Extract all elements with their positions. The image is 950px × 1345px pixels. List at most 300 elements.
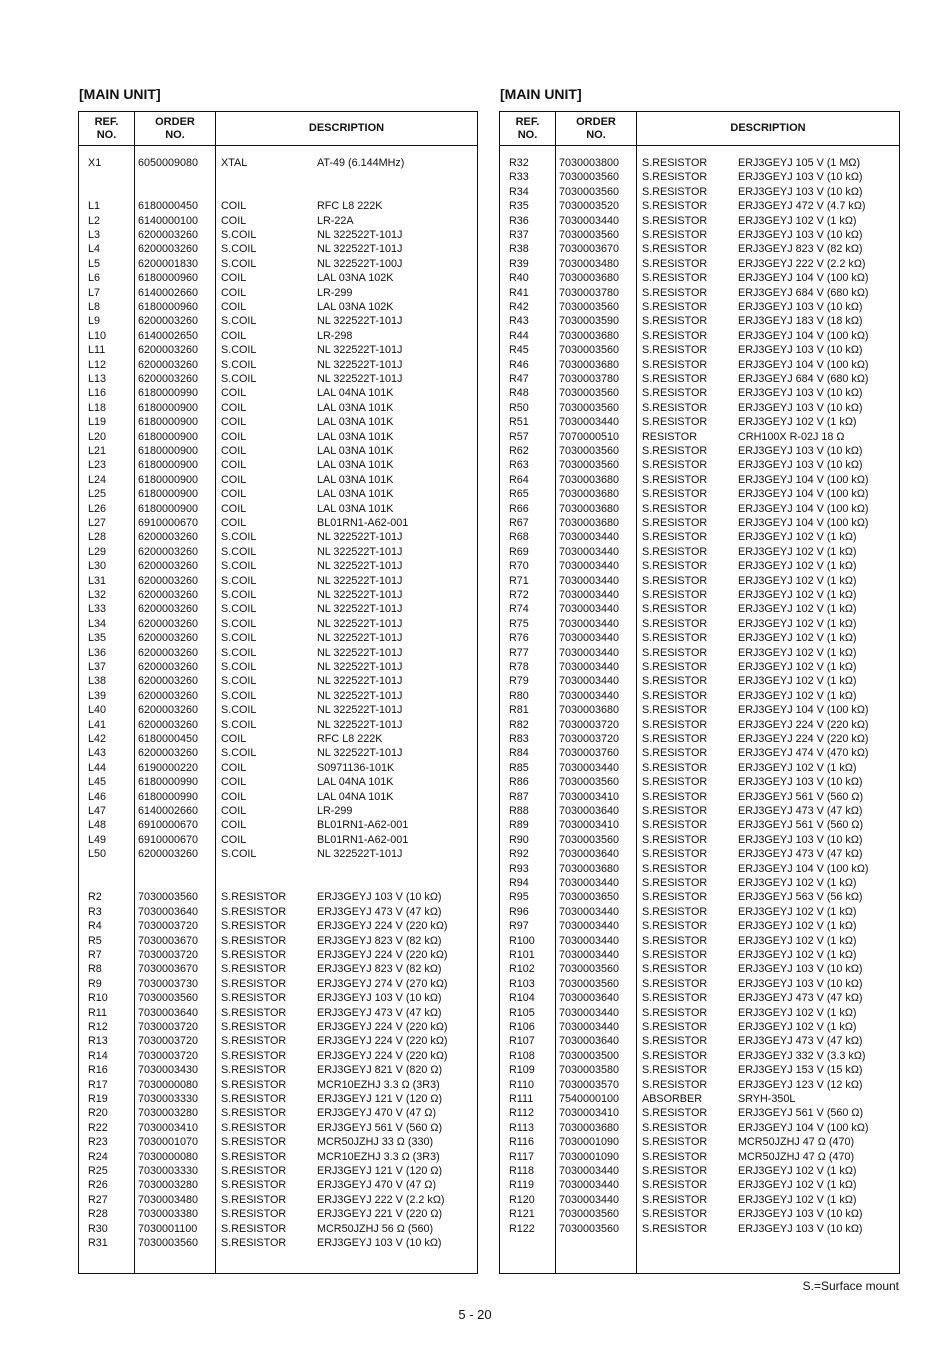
part-spec-cell: LAL 03NA 101K xyxy=(317,401,394,414)
part-type-cell: S.RESISTOR xyxy=(642,488,708,501)
ref-no-cell: R93 xyxy=(509,862,529,875)
table-row xyxy=(79,862,477,876)
part-type-cell: COIL xyxy=(221,286,247,299)
part-type-cell: S.RESISTOR xyxy=(642,617,708,630)
order-no-cell: 7030003330 xyxy=(138,1165,199,1177)
part-spec-cell: ERJ3GEYJ 103 V (10 kΩ) xyxy=(738,963,863,976)
table-row xyxy=(79,746,477,760)
part-spec-cell: NL 322522T-101J xyxy=(317,617,403,630)
ref-no-cell: R45 xyxy=(509,344,529,357)
ref-no-cell: X1 xyxy=(88,157,102,169)
table-row xyxy=(79,660,477,674)
part-type-cell: S.RESISTOR xyxy=(221,1165,287,1177)
ref-no-cell: L45 xyxy=(88,776,107,789)
part-type-cell: S.RESISTOR xyxy=(221,1107,287,1120)
order-no-cell: 6190000220 xyxy=(138,761,199,774)
ref-no-cell: R78 xyxy=(509,661,529,673)
part-type-cell: S.RESISTOR xyxy=(642,977,708,990)
part-type-cell: S.RESISTOR xyxy=(221,920,287,933)
ref-no-cell: L49 xyxy=(88,833,107,846)
order-no-cell: 7030003440 xyxy=(559,920,620,933)
part-type-cell: S.RESISTOR xyxy=(221,1078,287,1091)
part-type-cell: S.COIL xyxy=(221,632,257,645)
part-spec-cell: NL 322522T-101J xyxy=(317,545,403,558)
order-no-cell: 7030003440 xyxy=(559,1006,620,1019)
order-no-cell: 6200003260 xyxy=(138,689,199,702)
part-type-cell: S.RESISTOR xyxy=(642,704,708,717)
table-row xyxy=(500,170,899,184)
part-spec-cell: ERJ3GEYJ 823 V (82 kΩ) xyxy=(317,963,442,976)
part-spec-cell: ERJ3GEYJ 684 V (680 kΩ) xyxy=(738,373,869,385)
table-row xyxy=(500,516,899,530)
part-type-cell: S.COIL xyxy=(221,574,257,587)
table-row xyxy=(79,286,477,300)
table-row xyxy=(500,790,899,804)
order-no-cell: 6200003260 xyxy=(138,632,199,645)
ref-no-cell: L25 xyxy=(88,488,107,501)
ref-no-cell: R14 xyxy=(88,1049,108,1062)
ref-no-cell: L26 xyxy=(88,502,107,515)
part-type-cell: S.RESISTOR xyxy=(642,157,708,169)
part-spec-cell: S0971136-101K xyxy=(317,761,395,774)
page-number: 5 - 20 xyxy=(458,1307,492,1322)
part-type-cell: S.COIL xyxy=(221,257,257,270)
part-type-cell: COIL xyxy=(221,401,247,414)
part-spec-cell: ERJ3GEYJ 224 V (220 kΩ) xyxy=(317,1035,448,1048)
ref-no-cell: R25 xyxy=(88,1165,108,1177)
ref-no-cell: L50 xyxy=(88,848,107,861)
table-row xyxy=(500,372,899,386)
part-type-cell: S.COIL xyxy=(221,315,257,328)
table-row xyxy=(79,574,477,588)
part-type-cell: S.COIL xyxy=(221,704,257,717)
order-no-cell: 7030003720 xyxy=(138,1021,199,1033)
part-type-cell: S.RESISTOR xyxy=(642,459,708,472)
left-parts-table xyxy=(78,111,478,1274)
order-no-cell: 7030003780 xyxy=(559,286,620,299)
ref-no-cell: L31 xyxy=(88,574,107,587)
ref-no-cell: R107 xyxy=(509,1035,535,1048)
part-type-cell: S.RESISTOR xyxy=(221,1136,287,1149)
part-type-cell: S.RESISTOR xyxy=(642,761,708,774)
order-no-cell: 6200001830 xyxy=(138,257,199,270)
table-row xyxy=(500,718,899,732)
part-spec-cell: ERJ3GEYJ 274 V (270 kΩ) xyxy=(317,977,448,990)
ref-no-cell: R39 xyxy=(509,257,529,270)
ref-no-cell: R66 xyxy=(509,502,529,515)
part-type-cell: S.RESISTOR xyxy=(642,934,708,947)
order-no-cell: 6180000450 xyxy=(138,200,199,213)
order-no-cell: 7030003670 xyxy=(559,243,620,256)
order-no-cell: 7030003680 xyxy=(559,329,620,342)
part-type-cell: COIL xyxy=(221,200,247,213)
ref-no-cell: R35 xyxy=(509,200,529,213)
order-no-cell: 6200003260 xyxy=(138,661,199,673)
part-spec-cell: BL01RN1-A62-001 xyxy=(317,819,409,832)
part-type-cell: S.RESISTOR xyxy=(642,963,708,976)
ref-no-cell: R102 xyxy=(509,963,535,976)
table-row xyxy=(79,1034,477,1048)
part-type-cell: S.RESISTOR xyxy=(642,603,708,616)
table-row xyxy=(500,228,899,242)
right-table-header xyxy=(500,112,899,146)
table-row xyxy=(79,1020,477,1034)
table-row xyxy=(79,1150,477,1164)
table-row xyxy=(500,1135,899,1149)
part-type-cell: S.RESISTOR xyxy=(642,517,708,529)
table-row xyxy=(500,1049,899,1063)
table-row xyxy=(79,703,477,717)
part-type-cell: S.RESISTOR xyxy=(642,992,708,1005)
table-row xyxy=(79,343,477,357)
order-no-cell: 7030003440 xyxy=(559,689,620,702)
table-row xyxy=(79,602,477,616)
part-type-cell: S.COIL xyxy=(221,531,257,544)
part-type-cell: S.RESISTOR xyxy=(642,819,708,832)
order-no-cell: 7030003440 xyxy=(559,416,620,429)
order-no-cell: 7070000510 xyxy=(559,430,620,443)
order-no-cell: 7030003440 xyxy=(559,545,620,558)
part-spec-cell: ERJ3GEYJ 224 V (220 kΩ) xyxy=(317,949,448,961)
table-row xyxy=(79,1193,477,1207)
part-spec-cell: NL 322522T-101J xyxy=(317,589,403,601)
table-row xyxy=(500,761,899,775)
part-spec-cell: ERJ3GEYJ 104 V (100 kΩ) xyxy=(738,502,869,515)
part-spec-cell: ERJ3GEYJ 102 V (1 kΩ) xyxy=(738,920,857,933)
table-row xyxy=(500,329,899,343)
order-no-cell: 7030003440 xyxy=(559,214,620,227)
table-row xyxy=(79,1121,477,1135)
part-type-cell: S.RESISTOR xyxy=(642,589,708,601)
part-type-cell: XTAL xyxy=(221,157,248,169)
part-spec-cell: ERJ3GEYJ 103 V (10 kΩ) xyxy=(738,1222,863,1235)
order-no-cell: 6050009080 xyxy=(138,157,199,169)
part-type-cell: S.RESISTOR xyxy=(221,963,287,976)
part-type-cell: S.RESISTOR xyxy=(642,229,708,241)
table-row xyxy=(500,242,899,256)
table-row xyxy=(500,862,899,876)
order-no-cell: 6180000900 xyxy=(138,473,199,486)
ref-no-cell: R10 xyxy=(88,992,108,1005)
ref-no-cell: R33 xyxy=(509,171,529,184)
ref-no-cell: R17 xyxy=(88,1078,108,1091)
order-no-cell: 6200003260 xyxy=(138,229,199,241)
ref-no-cell: R16 xyxy=(88,1064,108,1077)
part-type-cell: S.RESISTOR xyxy=(642,1107,708,1120)
table-row xyxy=(500,1006,899,1020)
part-spec-cell: AT-49 (6.144MHz) xyxy=(317,157,405,169)
part-type-cell: S.RESISTOR xyxy=(642,1208,708,1221)
ref-no-cell: R38 xyxy=(509,243,529,256)
ref-no-cell: L19 xyxy=(88,416,107,429)
part-type-cell: S.RESISTOR xyxy=(642,675,708,688)
order-no-cell: 6180000990 xyxy=(138,790,199,803)
part-type-cell: S.RESISTOR xyxy=(642,1006,708,1019)
part-spec-cell: ERJ3GEYJ 103 V (10 kΩ) xyxy=(738,1208,863,1221)
table-row xyxy=(79,444,477,458)
part-type-cell: COIL xyxy=(221,272,247,285)
ref-no-cell: L11 xyxy=(88,344,106,357)
order-no-cell: 7030003410 xyxy=(559,790,620,803)
order-no-cell: 7030003440 xyxy=(559,617,620,630)
part-type-cell: COIL xyxy=(221,430,247,443)
order-no-cell: 7030003280 xyxy=(138,1107,199,1120)
part-type-cell: S.RESISTOR xyxy=(221,1179,287,1192)
ref-no-cell: R71 xyxy=(509,574,529,587)
ref-no-cell: R65 xyxy=(509,488,529,501)
table-row xyxy=(500,948,899,962)
part-type-cell: S.RESISTOR xyxy=(642,387,708,400)
part-spec-cell: ERJ3GEYJ 472 V (4.7 kΩ) xyxy=(738,200,866,213)
part-type-cell: S.RESISTOR xyxy=(642,502,708,515)
ref-no-cell: R31 xyxy=(88,1237,108,1249)
order-no-cell: 7030003560 xyxy=(559,459,620,472)
table-row xyxy=(500,430,899,444)
ref-no-cell: L40 xyxy=(88,704,107,717)
order-no-cell: 7030003560 xyxy=(559,963,620,976)
order-no-cell: 7030003640 xyxy=(559,848,620,861)
ref-no-cell: R3 xyxy=(88,905,102,918)
table-row xyxy=(79,962,477,976)
part-spec-cell: ERJ3GEYJ 103 V (10 kΩ) xyxy=(738,833,863,846)
order-no-cell: 7030003440 xyxy=(559,589,620,601)
part-spec-cell: ERJ3GEYJ 102 V (1 kΩ) xyxy=(738,905,857,918)
order-no-header: ORDER NO. xyxy=(155,115,195,141)
order-no-cell: 7030003720 xyxy=(138,949,199,961)
part-type-cell: S.RESISTOR xyxy=(642,718,708,731)
part-type-cell: S.COIL xyxy=(221,229,257,241)
table-row xyxy=(500,646,899,660)
table-row xyxy=(500,286,899,300)
ref-no-cell: R106 xyxy=(509,1021,535,1033)
ref-no-cell: L38 xyxy=(88,675,107,688)
order-no-cell: 7030000080 xyxy=(138,1078,199,1091)
table-row xyxy=(79,228,477,242)
order-no-cell: 7030003560 xyxy=(559,344,620,357)
part-spec-cell: ERJ3GEYJ 102 V (1 kΩ) xyxy=(738,675,857,688)
part-spec-cell: ERJ3GEYJ 183 V (18 kΩ) xyxy=(738,315,863,328)
table-row xyxy=(500,602,899,616)
ref-no-cell: R37 xyxy=(509,229,529,241)
part-spec-cell: ERJ3GEYJ 823 V (82 kΩ) xyxy=(738,243,863,256)
order-no-cell: 7030003440 xyxy=(559,934,620,947)
part-type-cell: S.RESISTOR xyxy=(642,661,708,673)
order-no-cell: 7030003410 xyxy=(559,819,620,832)
part-type-cell: COIL xyxy=(221,733,247,745)
order-no-cell: 7030003440 xyxy=(559,646,620,659)
part-spec-cell: CRH100X R-02J 18 Ω xyxy=(738,430,845,443)
part-spec-cell: ERJ3GEYJ 332 V (3.3 kΩ) xyxy=(738,1049,866,1062)
part-type-cell: COIL xyxy=(221,488,247,501)
part-spec-cell: ERJ3GEYJ 102 V (1 kΩ) xyxy=(738,1179,857,1192)
table-row xyxy=(500,847,899,861)
order-no-cell: 7030003720 xyxy=(559,718,620,731)
part-spec-cell: LAL 03NA 102K xyxy=(317,272,394,285)
part-type-cell: S.COIL xyxy=(221,373,257,385)
part-spec-cell: LR-299 xyxy=(317,286,353,299)
part-spec-cell: ERJ3GEYJ 222 V (2.2 kΩ) xyxy=(317,1193,445,1206)
part-spec-cell: ERJ3GEYJ 473 V (47 kΩ) xyxy=(738,1035,863,1048)
table-row xyxy=(79,487,477,501)
ref-no-cell: L44 xyxy=(88,761,107,774)
ref-no-cell: R28 xyxy=(88,1208,108,1221)
order-no-cell: 7030003560 xyxy=(559,445,620,457)
part-spec-cell: NL 322522T-101J xyxy=(317,358,403,371)
part-type-cell: COIL xyxy=(221,459,247,472)
part-type-cell: COIL xyxy=(221,502,247,515)
part-type-cell: S.COIL xyxy=(221,617,257,630)
order-no-cell: 7030003560 xyxy=(559,301,620,313)
part-spec-cell: ERJ3GEYJ 102 V (1 kΩ) xyxy=(738,1193,857,1206)
table-row xyxy=(500,1092,899,1106)
table-row xyxy=(500,1063,899,1077)
part-spec-cell: ERJ3GEYJ 104 V (100 kΩ) xyxy=(738,272,869,285)
table-row xyxy=(79,948,477,962)
order-no-cell: 7030003410 xyxy=(138,1121,199,1134)
order-no-cell: 7030003640 xyxy=(559,1035,620,1048)
part-type-cell: S.RESISTOR xyxy=(642,776,708,789)
ref-no-cell: R22 xyxy=(88,1121,108,1134)
table-row xyxy=(500,905,899,919)
ref-no-cell: R77 xyxy=(509,646,529,659)
table-row xyxy=(500,343,899,357)
ref-no-cell: R83 xyxy=(509,733,529,745)
order-no-cell: 7030003440 xyxy=(559,1165,620,1177)
order-no-cell: 7030003800 xyxy=(559,157,620,169)
part-spec-cell: MCR50JZHJ 47 Ω (470) xyxy=(738,1136,855,1149)
order-no-cell: 6200003260 xyxy=(138,675,199,688)
part-type-cell: S.RESISTOR xyxy=(642,301,708,313)
ref-no-cell: R103 xyxy=(509,977,535,990)
order-no-cell: 7030003640 xyxy=(559,805,620,817)
part-type-cell: S.COIL xyxy=(221,747,257,760)
part-type-cell: S.RESISTOR xyxy=(642,272,708,285)
table-row xyxy=(500,199,899,213)
ref-no-cell: L13 xyxy=(88,373,107,385)
order-no-cell: 6200003260 xyxy=(138,574,199,587)
table-row xyxy=(500,574,899,588)
table-row xyxy=(500,185,899,199)
ref-no-cell: L35 xyxy=(88,632,107,645)
part-spec-cell: NL 322522T-101J xyxy=(317,675,403,688)
ref-no-cell: R116 xyxy=(509,1136,535,1149)
table-row xyxy=(79,242,477,256)
table-row xyxy=(79,185,477,199)
order-no-cell: 6180000960 xyxy=(138,301,199,313)
part-spec-cell: MCR10EZHJ 3.3 Ω (3R3) xyxy=(317,1078,440,1091)
table-row xyxy=(79,775,477,789)
order-no-cell: 6200003260 xyxy=(138,358,199,371)
right-section-title: [MAIN UNIT] xyxy=(500,86,582,102)
ref-no-cell: R108 xyxy=(509,1049,535,1062)
part-type-cell: S.RESISTOR xyxy=(221,1193,287,1206)
order-no-cell: 7030001100 xyxy=(138,1222,198,1235)
part-type-cell: S.RESISTOR xyxy=(642,920,708,933)
order-no-cell: 7030003560 xyxy=(559,833,620,846)
ref-no-cell: L47 xyxy=(88,805,107,817)
order-no-cell: 7030003440 xyxy=(559,949,620,961)
ref-no-cell: L4 xyxy=(88,243,101,256)
ref-no-cell: R85 xyxy=(509,761,529,774)
ref-no-cell: R27 xyxy=(88,1193,108,1206)
part-spec-cell: ERJ3GEYJ 102 V (1 kΩ) xyxy=(738,617,857,630)
description-header: DESCRIPTION xyxy=(730,122,806,134)
part-spec-cell: NL 322522T-100J xyxy=(317,257,403,270)
ref-no-cell: R75 xyxy=(509,617,529,630)
part-type-cell: S.RESISTOR xyxy=(642,1035,708,1048)
left-table-header xyxy=(79,112,477,146)
ref-no-cell: R36 xyxy=(509,214,529,227)
part-type-cell: S.COIL xyxy=(221,243,257,256)
table-row xyxy=(79,430,477,444)
ref-no-cell: R70 xyxy=(509,560,529,573)
order-no-cell: 6180000450 xyxy=(138,733,199,745)
part-spec-cell: ERJ3GEYJ 102 V (1 kΩ) xyxy=(738,214,857,227)
ref-no-cell: R104 xyxy=(509,992,535,1005)
ref-no-cell: R101 xyxy=(509,949,535,961)
ref-no-cell: R57 xyxy=(509,430,529,443)
order-no-cell: 7030003590 xyxy=(559,315,620,328)
ref-no-cell: R97 xyxy=(509,920,529,933)
part-type-cell: S.RESISTOR xyxy=(221,1222,287,1235)
part-spec-cell: ERJ3GEYJ 473 V (47 kΩ) xyxy=(738,805,863,817)
order-no-cell: 6200003260 xyxy=(138,646,199,659)
order-no-cell: 7030003760 xyxy=(559,747,620,760)
ref-no-cell: R121 xyxy=(509,1208,535,1221)
table-row xyxy=(79,588,477,602)
part-type-cell: S.RESISTOR xyxy=(221,1006,287,1019)
order-no-cell: 7030003480 xyxy=(138,1193,199,1206)
part-type-cell: S.RESISTOR xyxy=(642,1150,708,1163)
part-spec-cell: ERJ3GEYJ 222 V (2.2 kΩ) xyxy=(738,257,866,270)
order-no-cell: 7030003560 xyxy=(559,185,620,198)
part-type-cell: COIL xyxy=(221,790,247,803)
part-type-cell: S.RESISTOR xyxy=(642,1064,708,1077)
part-type-cell: COIL xyxy=(221,819,247,832)
table-row xyxy=(500,314,899,328)
part-type-cell: S.RESISTOR xyxy=(221,1064,287,1077)
part-type-cell: S.RESISTOR xyxy=(642,689,708,702)
part-spec-cell: ERJ3GEYJ 561 V (560 Ω) xyxy=(738,790,864,803)
table-row xyxy=(500,674,899,688)
order-no-cell: 6910000670 xyxy=(138,819,199,832)
ref-no-cell: R23 xyxy=(88,1136,108,1149)
table-row xyxy=(79,818,477,832)
ref-no-cell: L30 xyxy=(88,560,107,573)
ref-no-cell: R13 xyxy=(88,1035,108,1048)
part-type-cell: S.RESISTOR xyxy=(221,891,287,904)
part-spec-cell: ERJ3GEYJ 103 V (10 kΩ) xyxy=(738,459,863,472)
part-spec-cell: LAL 03NA 102K xyxy=(317,301,394,313)
ref-no-cell: R119 xyxy=(509,1179,535,1192)
ref-no-cell: L10 xyxy=(88,329,107,342)
order-no-cell: 7030003680 xyxy=(559,358,620,371)
part-spec-cell: NL 322522T-101J xyxy=(317,747,403,760)
table-row xyxy=(79,1236,477,1250)
order-no-cell: 7030003680 xyxy=(559,1121,620,1134)
ref-no-cell: L7 xyxy=(88,286,101,299)
part-spec-cell: ERJ3GEYJ 102 V (1 kΩ) xyxy=(738,531,857,544)
ref-no-cell: R48 xyxy=(509,387,529,400)
ref-no-cell: L27 xyxy=(88,517,107,529)
table-row xyxy=(79,977,477,991)
part-type-cell: S.RESISTOR xyxy=(221,949,287,961)
part-spec-cell: ERJ3GEYJ 103 V (10 kΩ) xyxy=(738,301,863,313)
part-spec-cell: ERJ3GEYJ 561 V (560 Ω) xyxy=(738,819,864,832)
order-no-cell: 6180000900 xyxy=(138,430,199,443)
order-no-cell: 7030003730 xyxy=(138,977,199,990)
order-no-cell: 7030003720 xyxy=(559,733,620,745)
